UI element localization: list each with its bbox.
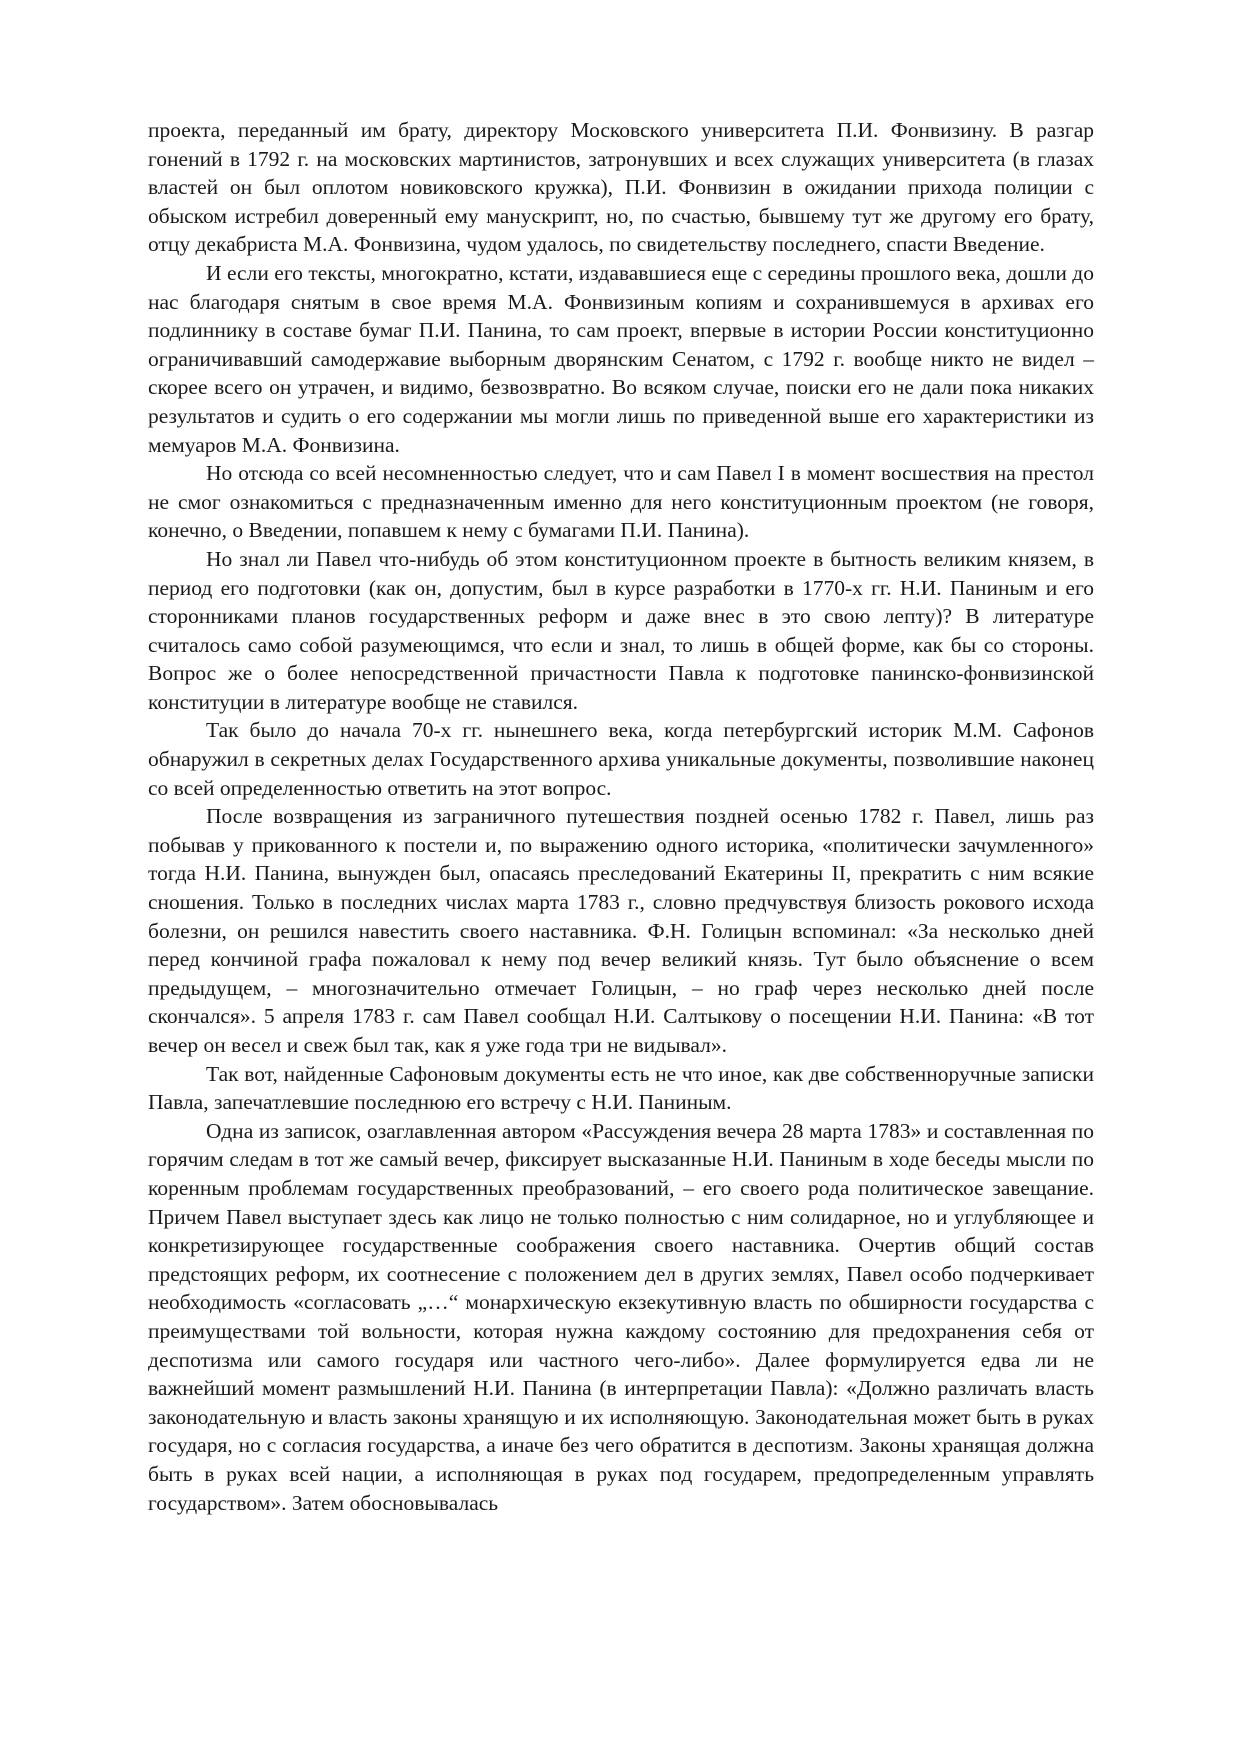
- paragraph: Но знал ли Павел что-нибудь об этом конституционном проекте в бытность великим князем, в период его подготовки (как он, допустим, был в курсе разработки в 1770-х гг. Н.И. Паниным и его сторонниками планов государственных реформ и даже внес в это свою лепту)? В литературе считалось само собой разумеющимся, что если и знал, то лишь в общей форме, как бы со стороны. Вопрос же о более непосредственной причастности Павла к подготовке панинско-фонвизинской конституции в литературе вообще не ставился.: [148, 546, 1094, 714]
- paragraph: Так было до начала 70-х гг. нынешнего века, когда петербургский историк М.М. Сафонов обнаружил в секретных делах Государственного архива уникальные документы, позволившие наконец со всей определенностью ответить на этот вопрос.: [148, 718, 1094, 800]
- paragraph: Но отсюда со всей несомненностью следует, что и сам Павел I в момент восшествия на престол не смог ознакомиться с предназначенным именно для него конституционным проектом (не говоря, конечно, о Введении, попавшем к нему с бумагами П.И. Панина).: [148, 461, 1094, 543]
- document-page: [148, 116, 1094, 1517]
- paragraph: проекта, переданный им брату, директору Московского университета П.И. Фонвизину. В разгар гонений в 1792 г. на московских мартинистов, затронувших и всех служащих университета (в глазах властей он был оплотом новиковского кружка), П.И. Фонвизин в ожидании прихода полиции с обыском истребил доверенный ему манускрипт, но, по счастью, бывшему тут же другому его брату, отцу декабриста М.А. Фонвизина, чудом удалось, по свидетельству последнего, спасти Введение.: [148, 118, 1094, 257]
- paragraph: Так вот, найденные Сафоновым документы есть не что иное, как две собственноручные записки Павла, запечатлевшие последнюю его встречу с Н.И. Паниным.: [148, 1061, 1094, 1115]
- paragraph: И если его тексты, многократно, кстати, издававшиеся еще с середины прошлого века, дошли до нас благодаря снятым в свое время М.А. Фонвизиным копиям и сохранившемуся в архивах его подлиннику в составе бумаг П.И. Панина, то сам проект, впервые в истории России конституционно ограничивавший самодержавие выборным дворянским Сенатом, с 1792 г. вообще никто не видел – скорее всего он утрачен, и видимо, безвозвратно. Во всяком случае, поиски его не дали пока никаких результатов и судить о его содержании мы могли лишь по приведенной выше его характеристики из мемуаров М.А. Фонвизина.: [148, 260, 1094, 457]
- paragraph: После возвращения из заграничного путешествия поздней осенью 1782 г. Павел, лишь раз побывав у прикованного к постели и, по выражению одного историка, «политически зачумленного» тогда Н.И. Панина, вынужден был, опасаясь преследований Екатерины II, прекратить с ним всякие сношения. Только в последних числах марта 1783 г., словно предчувствуя близость рокового исхода болезни, он решился навестить своего наставника. Ф.Н. Голицын вспоминал: «За несколько дней перед кончиной графа пожаловал к нему под вечер великий князь. Тут было объяснение о всем предыдущем, – многозначительно отмечает Голицын, – но граф через несколько дней после скончался». 5 апреля 1783 г. сам Павел сообщал Н.И. Салтыкову о посещении Н.И. Панина: «В тот вечер он весел и свеж был так, как я уже года три не видывал».: [148, 804, 1094, 1057]
- paragraph: Одна из записок, озаглавленная автором «Рассуждения вечера 28 марта 1783» и составленная по горячим следам в тот же самый вечер, фиксирует высказанные Н.И. Паниным в ходе беседы мысли по коренным проблемам государственных преобразований, – его своего рода политическое завещание. Причем Павел выступает здесь как лицо не только полностью с ним солидарное, но и углубляющее и конкретизирующее государственные соображения своего наставника. Очертив общий состав предстоящих реформ, их соотнесение с положением дел в других землях, Павел особо подчеркивает необходимость «согласовать „…“ монархическую екзекутивную власть по обширности государства с преимуществами той вольности, которая нужна каждому состоянию для предохранения себя от деспотизма или самого государя или частного чего-либо». Далее формулируется едва ли не важнейший момент размышлений Н.И. Панина (в интерпретации Павла): «Должно различать власть законодательную и власть законы хранящую и их исполняющую. Законодательная может быть в руках государя, но с согласия государства, а иначе без чего обратится в деспотизм. Законы хранящая должна быть в руках всей нации, а исполняющая в руках под государем, предопределенным управлять государством». Затем обосновывалась: [148, 1118, 1094, 1515]
